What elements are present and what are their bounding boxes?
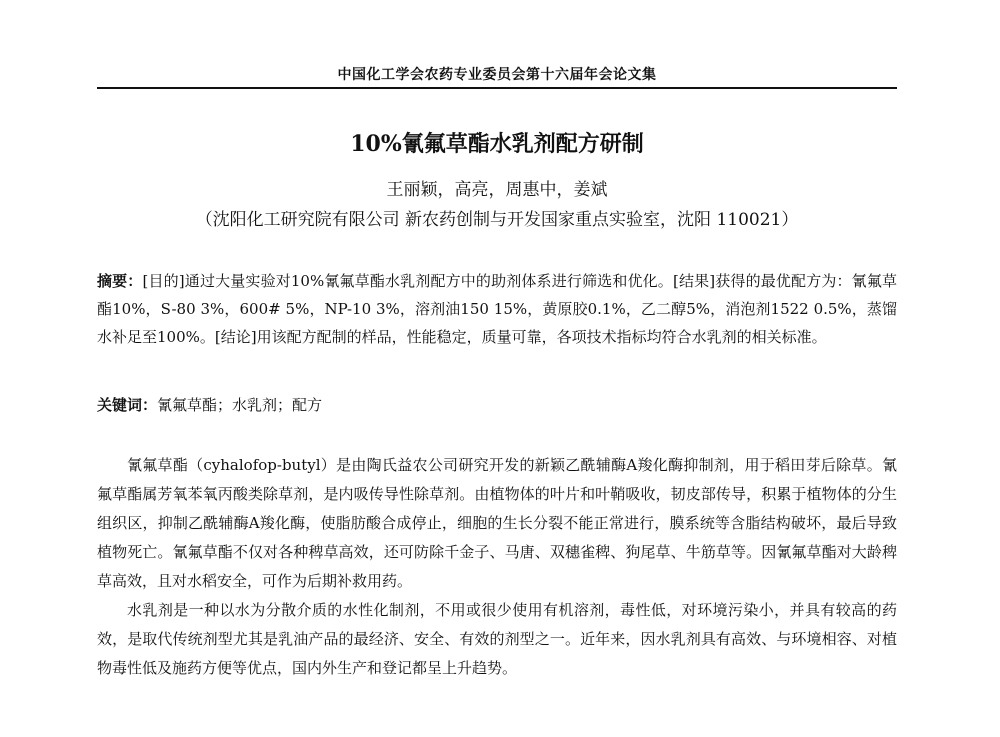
abstract bbox=[97, 267, 897, 351]
abstract-label: 摘要： bbox=[97, 272, 143, 290]
author-list: 王丽颖，高亮，周惠中，姜斌 bbox=[386, 180, 608, 200]
body-text bbox=[97, 451, 897, 683]
keywords bbox=[97, 393, 897, 417]
paper-title: 10%氰氟草酯水乳剂配方研制 bbox=[350, 131, 644, 157]
keywords-text: 氰氟草酯；水乳剂；配方 bbox=[157, 396, 323, 414]
body-paragraph: 水乳剂是一种以水为分散介质的水性化制剂，不用或很少使用有机溶剂，毒性低，对环境污染小，并具有较高的药效，是取代传统剂型尤其是乳油产品的最经济、安全、有效的剂型之一。近年来，因水乳剂具有高效、与环境相容、对植物毒性低及施药方便等优点，国内外生产和登记都呈上升趋势。 bbox=[97, 601, 897, 677]
header-rule bbox=[97, 87, 897, 89]
affiliation: （沈阳化工研究院有限公司 新农药创制与开发国家重点实验室，沈阳 110021） bbox=[195, 210, 799, 230]
running-header: 中国化工学会农药专业委员会第十六届年会论文集 bbox=[337, 67, 657, 83]
body-paragraph: 氰氟草酯（cyhalofop-butyl）是由陶氏益农公司研究开发的新颖乙酰辅酶A羧化酶抑制剂，用于稻田芽后除草。氰氟草酯属芳氧苯氧丙酸类除草剂，是内吸传导性除草剂。由植物体的叶片和叶鞘吸收，韧皮部传导，积累于植物体的分生组织区，抑制乙酰辅酶A羧化酶，使脂肪酸合成停止，细胞的生长分裂不能正常进行，膜系统等含脂结构破坏，最后导致植物死亡。氰氟草酯不仅对各种稗草高效，还可防除千金子、马唐、双穗雀稗、狗尾草、牛筋草等。因氰氟草酯对大龄稗草高效，且对水稻安全，可作为后期补救用药。 bbox=[97, 456, 897, 590]
keywords-label: 关键词： bbox=[97, 396, 158, 414]
abstract-text: [目的]通过大量实验对10%氰氟草酯水乳剂配方中的助剂体系进行筛选和优化。[结果]获得的最优配方为：氰氟草酯10%，S-80 3%，600# 5%，NP-10 3%，溶剂油150 15%，黄原胶0.1%，乙二醇5%，消泡剂1522 0.5%，蒸馏水补足至100%。[结论]用该配方配制的样品，性能稳定，质量可靠，各项技术指标均符合水乳剂的相关标准。 bbox=[97, 272, 897, 346]
